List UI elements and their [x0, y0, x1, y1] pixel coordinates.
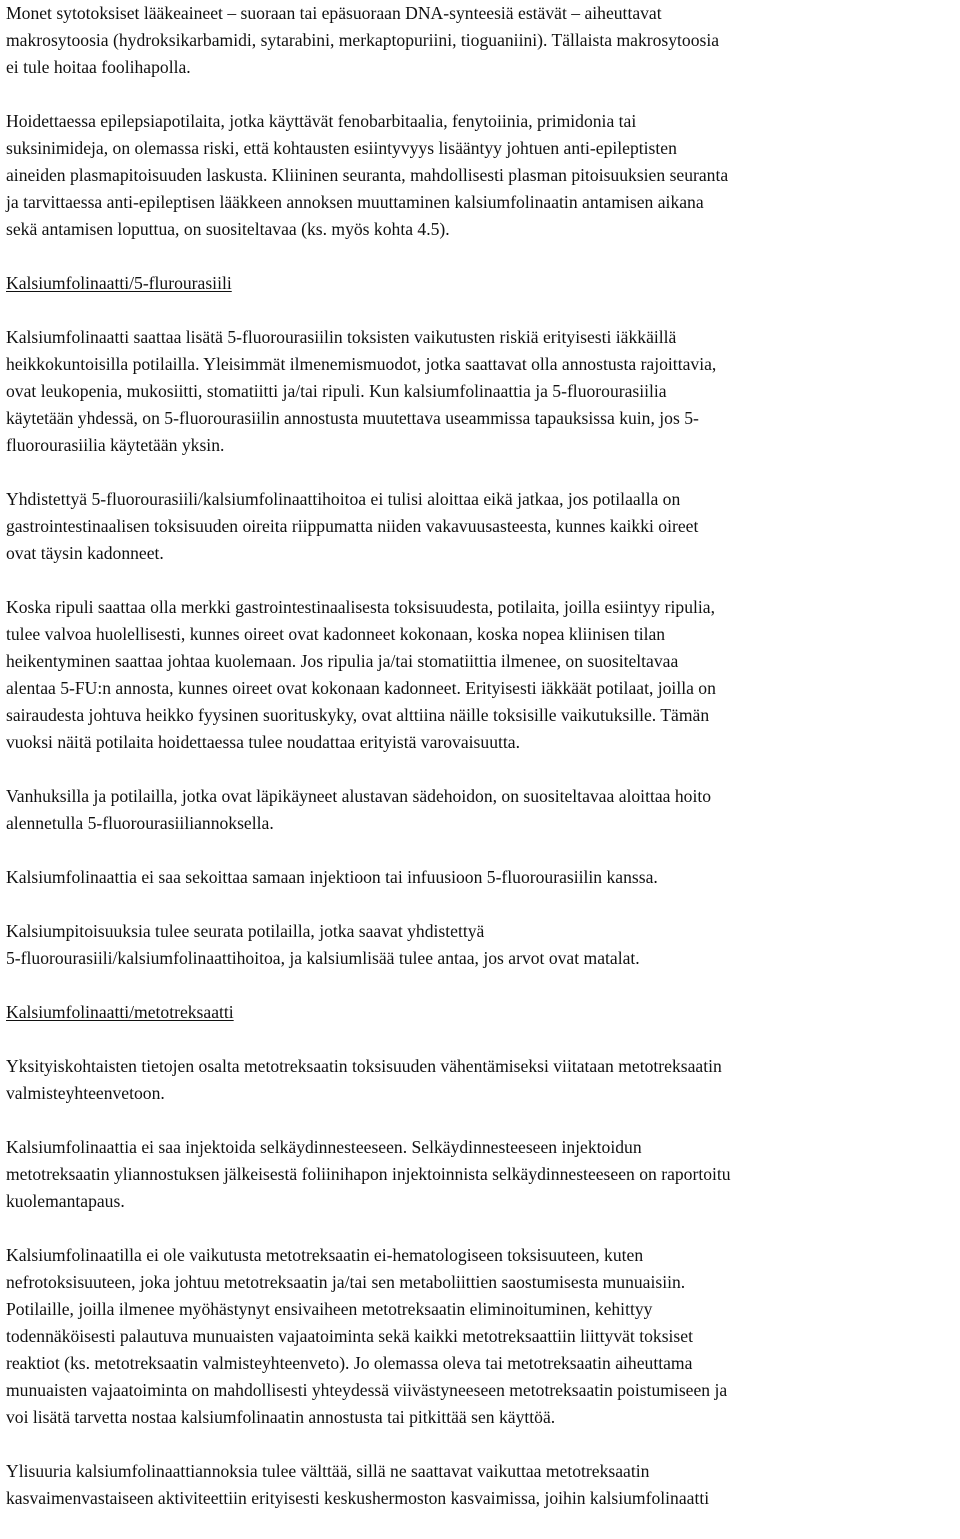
text-line: ovat leukopenia, mukosiitti, stomatiitti ja/tai ripuli. Kun kalsiumfolinaattia ja 5-fluorourasiilia — [6, 381, 667, 401]
text-line: sekä antamisen loputtua, on suositeltavaa (ks. myös kohta 4.5). — [6, 219, 450, 239]
text-line: Kalsiumfolinaattia ei saa sekoittaa samaan injektioon tai infuusioon 5-fluorourasiilin kanssa. — [6, 867, 658, 887]
text-line: voi lisätä tarvetta nostaa kalsiumfolinaatin annostusta tai pitkittää sen käyttöä. — [6, 1407, 556, 1427]
section-heading-5fu — [6, 270, 954, 297]
text-line: munuaisten vajaatoiminta on mahdollisesti yhteydessä viivästyneeseen metotreksaatin poistumiseen ja — [6, 1380, 728, 1400]
text-line: 5-fluorourasiili/kalsiumfolinaattihoitoa, ja kalsiumlisää tulee antaa, jos arvot ovat matalat. — [6, 948, 640, 968]
text-line: Monet sytotoksiset lääkeaineet – suoraan tai epäsuoraan DNA-synteesiä estävät – aiheuttavat — [6, 3, 662, 23]
paragraph-intro — [6, 0, 954, 81]
text-line: käytetään yhdessä, on 5-fluorourasiilin annostusta muutettava useammissa tapauksissa kuin, jos 5- — [6, 408, 699, 428]
text-line: Kalsiumfolinaattia ei saa injektoida selkäydinnesteeseen. Selkäydinnesteeseen injektoidun — [6, 1137, 642, 1157]
text-line: Vanhuksilla ja potilailla, jotka ovat läpikäyneet alustavan sädehoidon, on suositeltavaa aloittaa hoito — [6, 786, 712, 806]
text-line: suksinimideja, on olemassa riski, että kohtausten esiintyvyys lisääntyy johtuen anti-epileptisten — [6, 138, 677, 158]
text-line: Koska ripuli saattaa olla merkki gastrointestinaalisesta toksisuudesta, potilaita, joilla esiintyy ripulia, — [6, 597, 715, 617]
text-line: ei tule hoitaa foolihapolla. — [6, 57, 191, 77]
text-line: Kalsiumfolinaatti saattaa lisätä 5-fluorourasiilin toksisten vaikutusten riskiä erityisesti iäkkäillä — [6, 327, 677, 347]
paragraph-5fu-risk — [6, 324, 954, 459]
paragraph-no-mixing — [6, 864, 954, 891]
text-line: fluorourasiilia käytetään yksin. — [6, 435, 225, 455]
paragraph-non-haematological — [6, 1242, 954, 1431]
text-line: Hoidettaessa epilepsiapotilaita, jotka käyttävät fenobarbitaalia, fenytoiinia, primidonia tai — [6, 111, 637, 131]
text-line: ja tarvittaessa anti-epileptisen lääkkeen annoksen muuttaminen kalsiumfolinaatin antamisen aikana — [6, 192, 704, 212]
text-line: alennetulla 5-fluorourasiiliannoksella. — [6, 813, 274, 833]
text-line: Ylisuuria kalsiumfolinaattiannoksia tulee välttää, sillä ne saattavat vaikuttaa metotreksaatin — [6, 1461, 650, 1481]
text-line: kasvaimenvastaiseen aktiviteettiin erityisesti keskushermoston kasvaimissa, joihin kalsiumfolinaatti — [6, 1488, 710, 1508]
text-line: nefrotoksisuuteen, joka johtuu metotreksaatin ja/tai sen metaboliittien saostumisesta munuaisiin. — [6, 1272, 686, 1292]
text-line: tulee valvoa huolellisesti, kunnes oireet ovat kadonneet kokonaan, koska nopea kliinisen tilan — [6, 624, 666, 644]
text-line: makrosytoosia (hydroksikarbamidi, sytarabini, merkaptopuriini, tioguaniini). Tällaista makrosytoosia — [6, 30, 720, 50]
section-heading-methotrexate — [6, 999, 954, 1026]
text-line: metotreksaatin yliannostuksen jälkeisestä foliinihapon injektoinnista selkäydinnesteeseen on raportoitu — [6, 1164, 731, 1184]
text-line: todennäköisesti palautuva munuaisten vajaatoiminta sekä kaikki metotreksaattiin liittyvät toksiset — [6, 1326, 693, 1346]
paragraph-elderly — [6, 783, 954, 837]
text-line: sairaudesta johtuva heikko fyysinen suorituskyky, ovat alttiina näille toksisille vaikutuksille. Tämän — [6, 705, 710, 725]
text-line: Potilaille, joilla ilmenee myöhästynyt ensivaiheen metotreksaatin eliminoituminen, kehittyy — [6, 1299, 653, 1319]
text-line: heikentyminen saattaa johtaa kuolemaan. Jos ripulia ja/tai stomatiittia ilmenee, on suositeltavaa — [6, 651, 679, 671]
text-line: ovat täysin kadonneet. — [6, 543, 164, 563]
paragraph-calcium-monitoring — [6, 918, 954, 972]
text-line: valmisteyhteenvetoon. — [6, 1083, 165, 1103]
text-line: vuoksi näitä potilaita hoidettaessa tulee noudattaa erityistä varovaisuutta. — [6, 732, 520, 752]
text-line: Yhdistettyä 5-fluorourasiili/kalsiumfolinaattihoitoa ei tulisi aloittaa eikä jatkaa, jos potilaalla on — [6, 489, 681, 509]
text-line: alentaa 5-FU:n annosta, kunnes oireet ovat kokonaan kadonneet. Erityisesti iäkkäät potilaat, joilla on — [6, 678, 716, 698]
text-line: Kalsiumpitoisuuksia tulee seurata potilailla, jotka saavat yhdistettyä — [6, 921, 485, 941]
paragraph-overdose — [6, 1458, 954, 1512]
heading-text: Kalsiumfolinaatti/5-flurourasiili — [6, 273, 232, 293]
text-line: aineiden plasmapitoisuuden laskusta. Kliininen seuranta, mahdollisesti plasman pitoisuuksien seuranta — [6, 165, 729, 185]
text-line: Yksityiskohtaisten tietojen osalta metotreksaatin toksisuuden vähentämiseksi viitataan metotreksaatin — [6, 1056, 722, 1076]
text-line: kuolemantapaus. — [6, 1191, 125, 1211]
paragraph-mtx-reference — [6, 1053, 954, 1107]
heading-text: Kalsiumfolinaatti/metotreksaatti — [6, 1002, 234, 1022]
text-line: gastrointestinaalisen toksisuuden oireita riippumatta niiden vakavuusasteesta, kunnes kaikki oireet — [6, 516, 699, 536]
text-line: Kalsiumfolinaatilla ei ole vaikutusta metotreksaatin ei-hematologiseen toksisuuteen, kuten — [6, 1245, 644, 1265]
text-line: reaktiot (ks. metotreksaatin valmisteyhteenveto). Jo olemassa oleva tai metotreksaatin aiheuttama — [6, 1353, 693, 1373]
paragraph-combined-therapy — [6, 486, 954, 567]
paragraph-diarrhoea — [6, 594, 954, 756]
text-line: heikkokuntoisilla potilailla. Yleisimmät ilmenemismuodot, jotka saattavat olla annostusta rajoittavia, — [6, 354, 717, 374]
document-page — [6, 0, 954, 1539]
paragraph-epilepsy — [6, 108, 954, 243]
paragraph-intrathecal — [6, 1134, 954, 1215]
